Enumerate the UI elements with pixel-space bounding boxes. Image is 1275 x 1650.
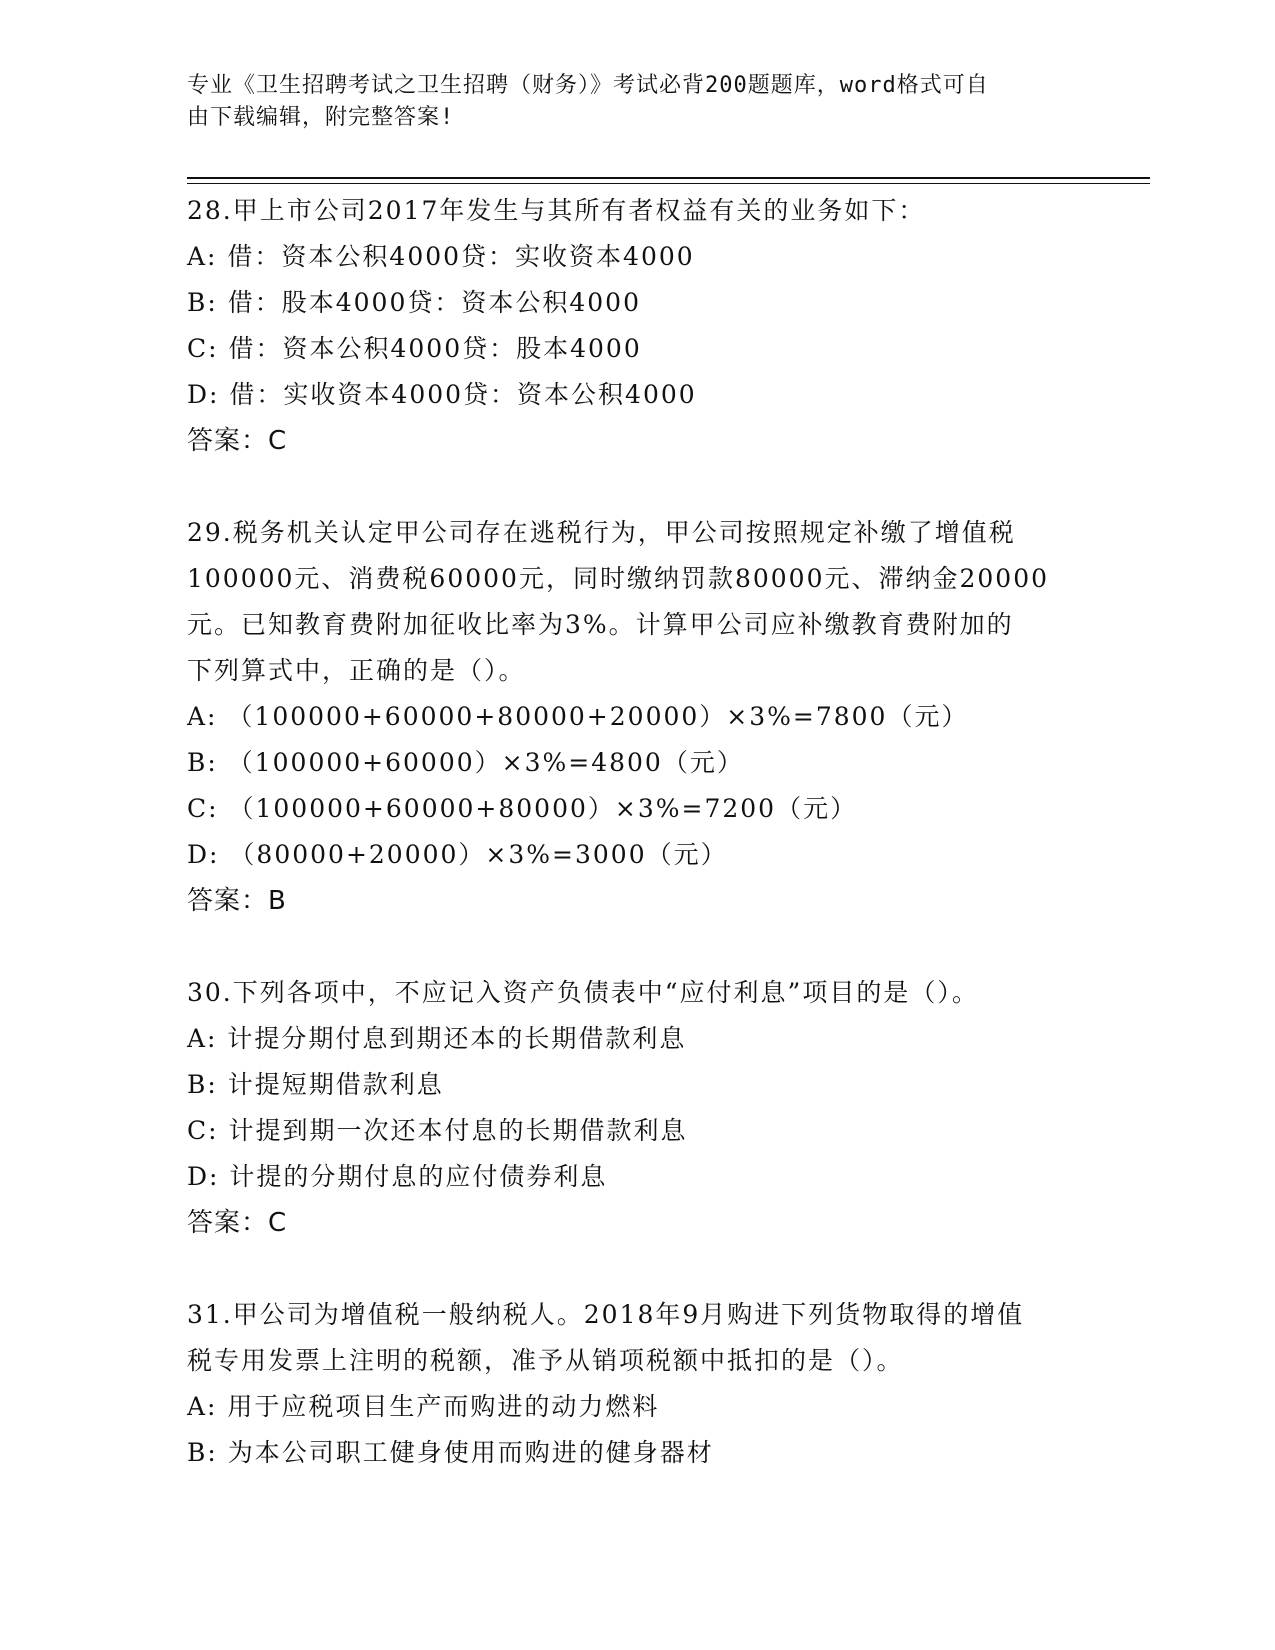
question-stem-line: 29.税务机关认定甲公司存在逃税行为，甲公司按照规定补缴了增值税 [187, 518, 1016, 547]
question-stem-line: 下列算式中，正确的是（）。 [187, 656, 526, 685]
option-d: D: （80000+20000）×3%=3000（元） [187, 840, 728, 869]
question-31 [187, 1292, 1087, 1476]
question-stem-line: 100000元、消费税60000元，同时缴纳罚款80000元、滞纳金20000 [187, 564, 1050, 593]
document-header [187, 70, 1067, 134]
answer-line: 答案：B [187, 886, 287, 916]
option-a: A: 借：资本公积4000贷：实收资本4000 [187, 242, 695, 271]
question-29 [187, 510, 1087, 924]
option-b: B: （100000+60000）×3%=4800（元） [187, 748, 744, 777]
question-stem-line: 税专用发票上注明的税额，准予从销项税额中抵扣的是（）。 [187, 1346, 904, 1375]
option-c: C: （100000+60000+80000）×3%=7200（元） [187, 794, 858, 823]
option-b: B: 为本公司职工健身使用而购进的健身器材 [187, 1438, 714, 1467]
option-b: B: 借：股本4000贷：资本公积4000 [187, 288, 641, 317]
answer-line: 答案：C [187, 426, 288, 456]
header-divider-thin [187, 183, 1150, 184]
header-divider-thick [187, 177, 1150, 179]
question-stem-line: 28.甲上市公司2017年发生与其所有者权益有关的业务如下： [187, 196, 926, 225]
option-a: A: 计提分期付息到期还本的长期借款利息 [187, 1024, 687, 1053]
option-b: B: 计提短期借款利息 [187, 1070, 444, 1099]
option-a: A: 用于应税项目生产而购进的动力燃料 [187, 1392, 660, 1421]
option-c: C: 借：资本公积4000贷：股本4000 [187, 334, 642, 363]
question-28 [187, 188, 1087, 464]
header-line-1: 专业《卫生招聘考试之卫生招聘（财务）》考试必背200题题库，word格式可自 [187, 73, 989, 98]
question-list [187, 188, 1087, 1522]
option-c: C: 计提到期一次还本付息的长期借款利息 [187, 1116, 688, 1145]
option-d: D: 借：实收资本4000贷：资本公积4000 [187, 380, 697, 409]
question-stem-line: 30.下列各项中，不应记入资产负债表中“应付利息”项目的是（）。 [187, 978, 979, 1007]
question-30 [187, 970, 1087, 1246]
question-stem-line: 元。已知教育费附加征收比率为3%。计算甲公司应补缴教育费附加的 [187, 610, 1014, 639]
question-stem-line: 31.甲公司为增值税一般纳税人。2018年9月购进下列货物取得的增值 [187, 1300, 1025, 1329]
header-line-2: 由下载编辑，附完整答案! [187, 105, 455, 130]
option-a: A: （100000+60000+80000+20000）×3%=7800（元） [187, 702, 969, 731]
option-d: D: 计提的分期付息的应付债券利息 [187, 1162, 608, 1191]
answer-line: 答案：C [187, 1208, 288, 1238]
